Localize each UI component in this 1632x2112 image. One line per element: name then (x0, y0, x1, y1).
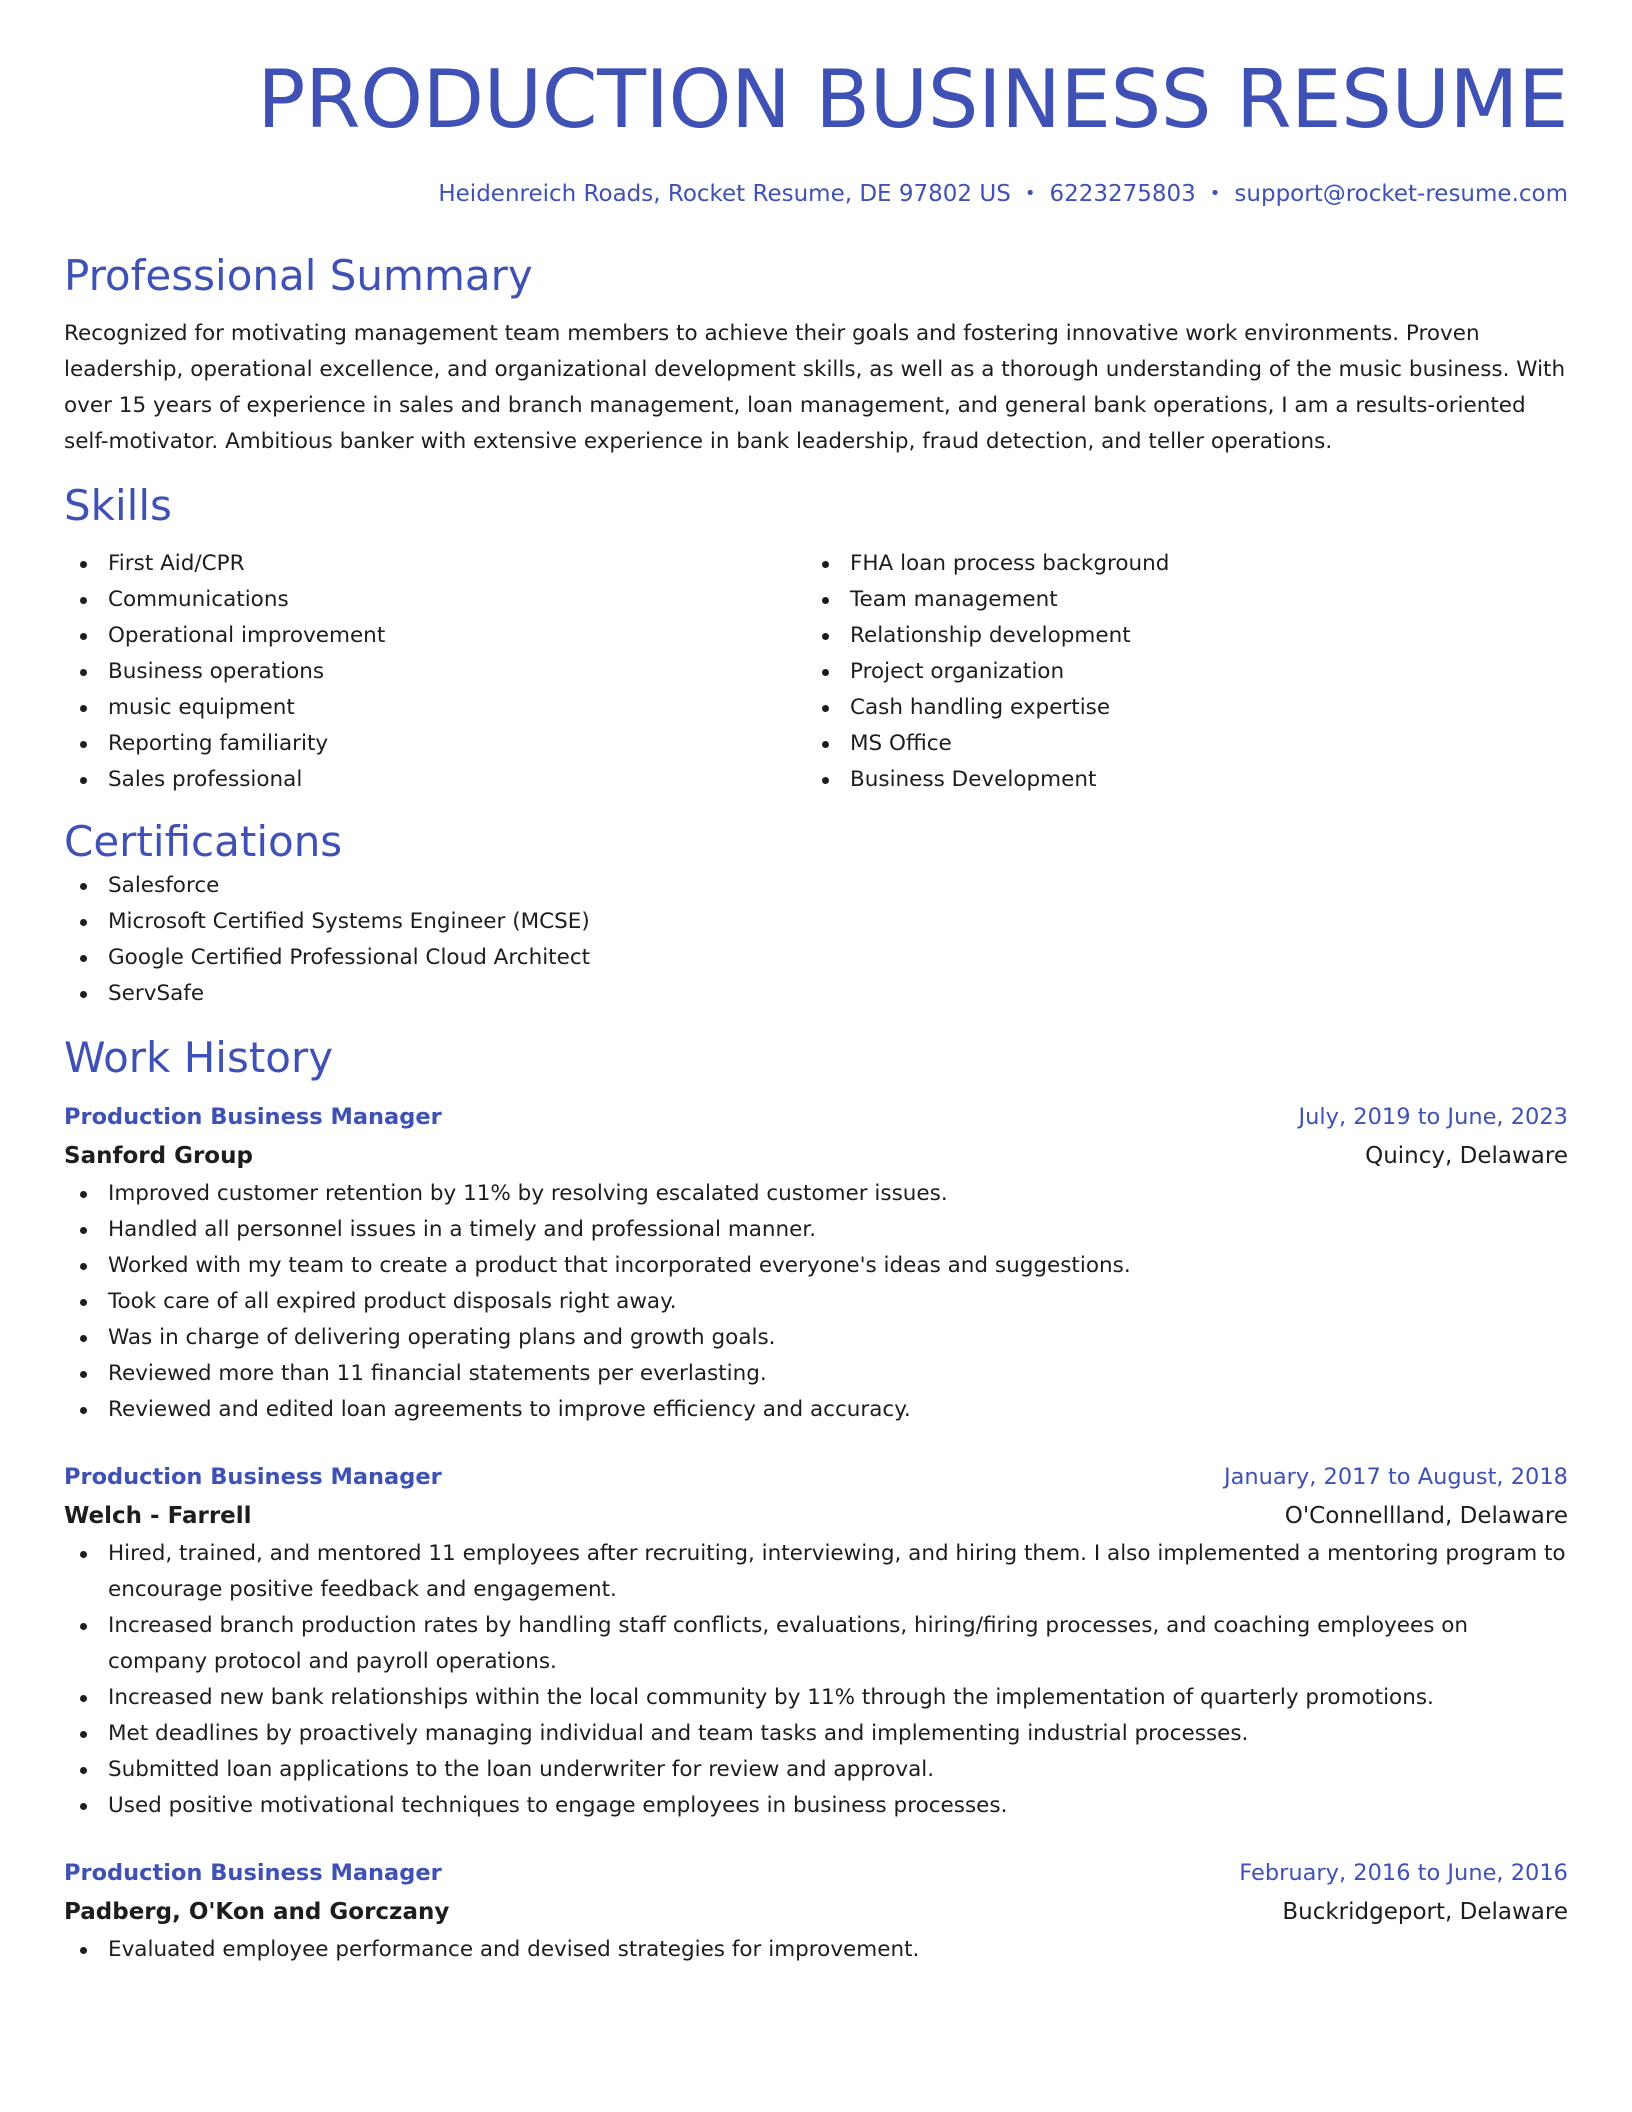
skill-item: FHA loan process background (806, 546, 1506, 582)
job-bullet-list (64, 1176, 1568, 1428)
job-bullet: Was in charge of delivering operating plans and growth goals. (64, 1320, 1568, 1356)
job-bullet: Worked with my team to create a product that incorporated everyone's ideas and suggestions. (64, 1248, 1568, 1284)
skill-item: Business operations (64, 654, 806, 690)
job-title-row (64, 1098, 1568, 1136)
resume-title: PRODUCTION BUSINESS RESUME (257, 53, 1568, 146)
job-location: Quincy, Delaware (1365, 1143, 1568, 1169)
contact-separator: • (1024, 183, 1036, 204)
job-bullet-list (64, 1932, 1568, 1968)
certification-item: Microsoft Certified Systems Engineer (MCSE) (64, 904, 1568, 940)
job-bullet: Met deadlines by proactively managing individual and team tasks and implementing industrial processes. (64, 1716, 1568, 1752)
skill-item: Reporting familiarity (64, 726, 806, 762)
job-bullet: Increased branch production rates by handling staff conflicts, evaluations, hiring/firing processes, and coaching employees on company protocol and payroll operations. (64, 1608, 1568, 1680)
job-bullet-list (64, 1536, 1568, 1824)
job-entry (64, 1458, 1568, 1824)
job-company-row (64, 1892, 1568, 1932)
job-bullet: Submitted loan applications to the loan underwriter for review and approval. (64, 1752, 1568, 1788)
certification-item: ServSafe (64, 976, 1568, 1012)
job-bullet: Took care of all expired product disposals right away. (64, 1284, 1568, 1320)
job-bullet: Improved customer retention by 11% by resolving escalated customer issues. (64, 1176, 1568, 1212)
contact-address: Heidenreich Roads, Rocket Resume, DE 97802 US (438, 181, 1011, 207)
skills-heading: Skills (64, 481, 172, 530)
job-entry (64, 1098, 1568, 1428)
skill-item: First Aid/CPR (64, 546, 806, 582)
contact-email[interactable]: support@rocket-resume.com (1234, 181, 1568, 207)
skill-item: Project organization (806, 654, 1506, 690)
skill-item: MS Office (806, 726, 1506, 762)
summary-heading: Professional Summary (64, 251, 533, 300)
skill-item: Communications (64, 582, 806, 618)
skill-item: Cash handling expertise (806, 690, 1506, 726)
job-company-row (64, 1496, 1568, 1536)
job-company: Padberg, O'Kon and Gorczany (64, 1899, 450, 1925)
job-title-row (64, 1458, 1568, 1496)
skill-item: Relationship development (806, 618, 1506, 654)
job-title-row (64, 1854, 1568, 1892)
job-bullet: Used positive motivational techniques to engage employees in business processes. (64, 1788, 1568, 1824)
job-bullet: Hired, trained, and mentored 11 employees after recruiting, interviewing, and hiring them. I also implemented a mentoring program to encourage positive feedback and engagement. (64, 1536, 1568, 1608)
job-entry (64, 1854, 1568, 1968)
job-company-row (64, 1136, 1568, 1176)
job-company: Sanford Group (64, 1143, 253, 1169)
skill-item: music equipment (64, 690, 806, 726)
skills-grid (64, 546, 1568, 798)
job-dates: July, 2019 to June, 2023 (1298, 1104, 1568, 1130)
job-dates: February, 2016 to June, 2016 (1239, 1860, 1568, 1886)
skill-item: Business Development (806, 762, 1506, 798)
job-bullet: Handled all personnel issues in a timely and professional manner. (64, 1212, 1568, 1248)
job-title: Production Business Manager (64, 1104, 442, 1130)
summary-text: Recognized for motivating management team members to achieve their goals and fostering innovative work environments. Proven leadership, operational excellence, and organizational development skills, as well as a thorough understanding of the music business. With over 15 years of experience in sales and branch management, loan management, and general bank operations, I am a results-oriented self-motivator. Ambitious banker with extensive experience in bank leadership, fraud detection, and teller operations. (64, 321, 1566, 454)
job-bullet: Reviewed and edited loan agreements to improve efficiency and accuracy. (64, 1392, 1568, 1428)
contact-phone: 6223275803 (1049, 181, 1196, 207)
job-title: Production Business Manager (64, 1464, 442, 1490)
job-bullet: Reviewed more than 11 financial statements per everlasting. (64, 1356, 1568, 1392)
job-location: Buckridgeport, Delaware (1282, 1899, 1568, 1925)
job-location: O'Connellland, Delaware (1284, 1503, 1568, 1529)
job-company: Welch - Farrell (64, 1503, 252, 1529)
skill-item: Sales professional (64, 762, 806, 798)
certification-item: Google Certified Professional Cloud Architect (64, 940, 1568, 976)
skill-item: Team management (806, 582, 1506, 618)
skill-item: Operational improvement (64, 618, 806, 654)
certifications-list (64, 868, 1568, 1012)
job-dates: January, 2017 to August, 2018 (1223, 1464, 1568, 1490)
work-history-heading: Work History (64, 1033, 334, 1082)
job-title: Production Business Manager (64, 1860, 442, 1886)
certifications-heading: Certifications (64, 817, 343, 866)
skills-column-left (64, 546, 806, 798)
contact-line (64, 178, 1568, 210)
job-bullet: Evaluated employee performance and devised strategies for improvement. (64, 1932, 1568, 1968)
skills-column-right (806, 546, 1506, 798)
job-bullet: Increased new bank relationships within the local community by 11% through the implementation of quarterly promotions. (64, 1680, 1568, 1716)
contact-separator: • (1209, 183, 1221, 204)
certification-item: Salesforce (64, 868, 1568, 904)
